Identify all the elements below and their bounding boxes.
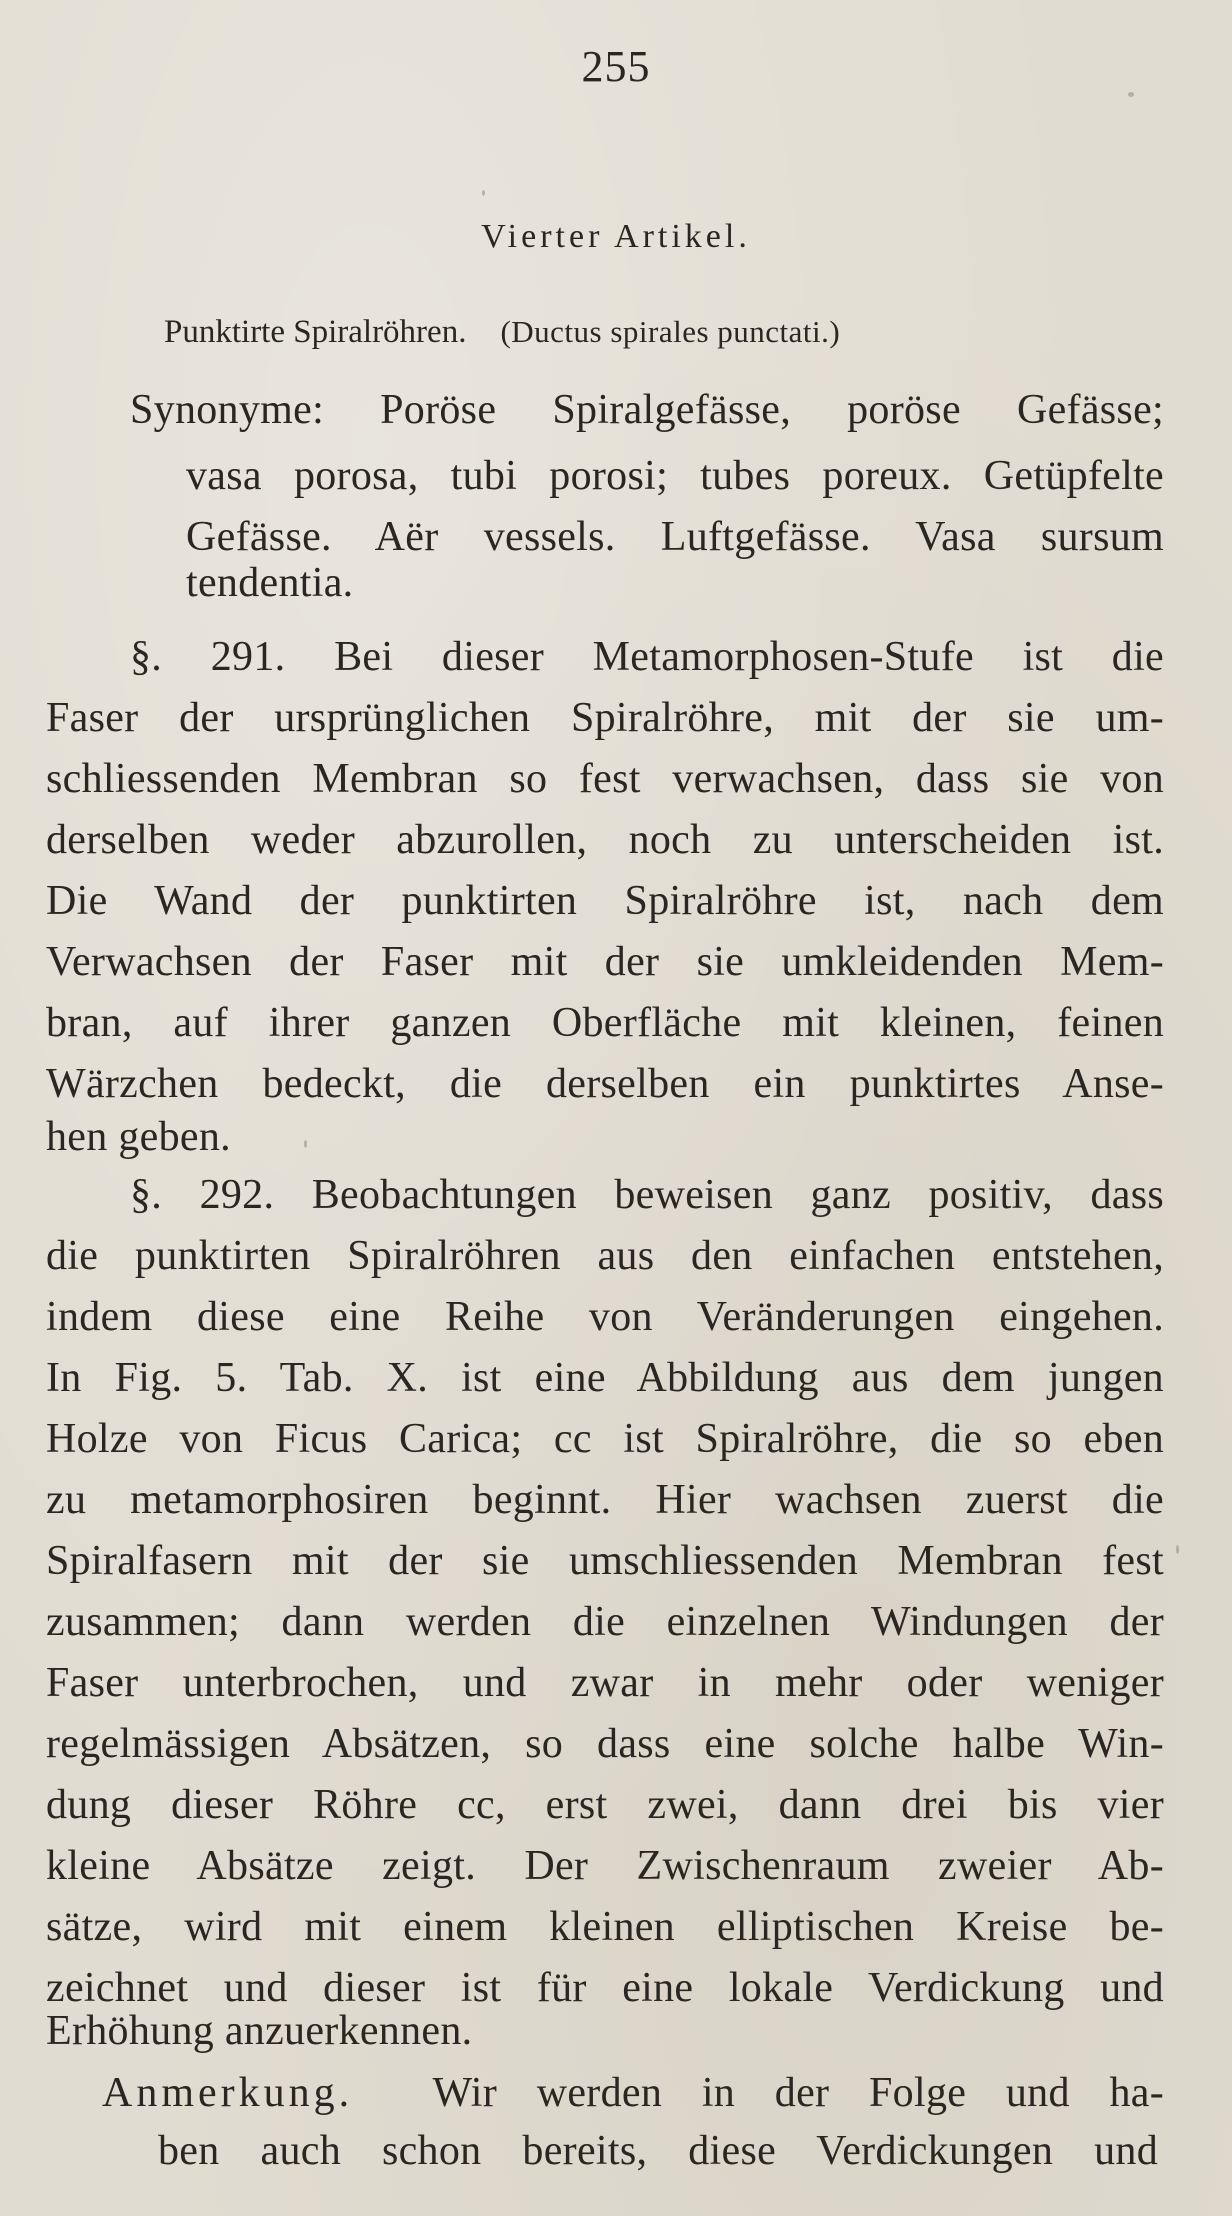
section-subheading [164,310,840,354]
paragraph-line: die punktirten Spiralröhren aus den einfachen entstehen, [46,1233,1164,1279]
note-line: Wir werden in der Folge und ha- [432,2070,1164,2116]
subheading-title: Punktirte Spiralröhren. [164,314,467,350]
paragraph-line: bran, auf ihrer ganzen Oberfläche mit kleinen, feinen [46,1000,1164,1046]
paper-speck [1128,92,1134,97]
paragraph-line: In Fig. 5. Tab. X. ist eine Abbildung aus dem jungen [46,1355,1164,1401]
paragraph-line: sätze, wird mit einem kleinen elliptischen Kreise be- [46,1904,1164,1950]
paragraph-line: zu metamorphosiren beginnt. Hier wachsen zuerst die [46,1477,1164,1523]
paragraph-line: kleine Absätze zeigt. Der Zwischenraum zweier Ab- [46,1843,1164,1889]
paragraph-line: regelmässigen Absätzen, so dass eine solche halbe Win- [46,1721,1164,1767]
paragraph-line: §. 292. Beobachtungen beweisen ganz positiv, dass [130,1172,1164,1218]
note-line: ben auch schon bereits, diese Verdickungen und [158,2128,1158,2174]
article-heading: Vierter Artikel. [481,218,751,255]
synonyms-line: Gefässe. Aër vessels. Luftgefässe. Vasa sursum [186,514,1164,560]
paragraph-line: derselben weder abzurollen, noch zu unterscheiden ist. [46,817,1164,863]
synonyms-line: Synonyme: Poröse Spiralgefässe, poröse Gefässe; [130,387,1164,433]
paragraph-line: hen geben. [46,1114,231,1160]
note-label: Anmerkung. [102,2070,354,2116]
subheading-latin: (Ductus spirales punctati.) [500,314,841,349]
paragraph-line: schliessenden Membran so fest verwachsen, dass sie von [46,756,1164,802]
page-number: 255 [581,42,651,91]
paragraph-line: Wärzchen bedeckt, die derselben ein punktirtes Anse- [46,1061,1164,1107]
note-first-line [102,2068,1164,2118]
paragraph-line: §. 291. Bei dieser Metamorphosen-Stufe ist die [130,634,1164,680]
paper-speck [482,190,485,196]
paragraph-line: dung dieser Röhre cc, erst zwei, dann drei bis vier [46,1782,1164,1828]
paragraph-line: Die Wand der punktirten Spiralröhre ist, nach dem [46,878,1164,924]
synonyms-line: tendentia. [186,560,354,606]
synonyms-line: vasa porosa, tubi porosi; tubes poreux. Getüpfelte [186,453,1164,499]
paragraph-line: Erhöhung anzuerkennen. [46,2008,473,2054]
paragraph-line: Holze von Ficus Carica; cc ist Spiralröhre, die so eben [46,1416,1164,1462]
paragraph-line: zeichnet und dieser ist für eine lokale Verdickung und [46,1965,1164,2011]
paragraph-line: Faser der ursprünglichen Spiralröhre, mit der sie um- [46,695,1164,741]
paper-speck [1176,1545,1179,1554]
paragraph-line: Verwachsen der Faser mit der sie umkleidenden Mem- [46,939,1164,985]
paper-speck [304,1140,307,1148]
paragraph-line: zusammen; dann werden die einzelnen Windungen der [46,1599,1164,1645]
paragraph-line: Spiralfasern mit der sie umschliessenden Membran fest [46,1538,1164,1584]
paragraph-line: Faser unterbrochen, und zwar in mehr oder weniger [46,1660,1164,1706]
paragraph-line: indem diese eine Reihe von Veränderungen eingehen. [46,1294,1164,1340]
